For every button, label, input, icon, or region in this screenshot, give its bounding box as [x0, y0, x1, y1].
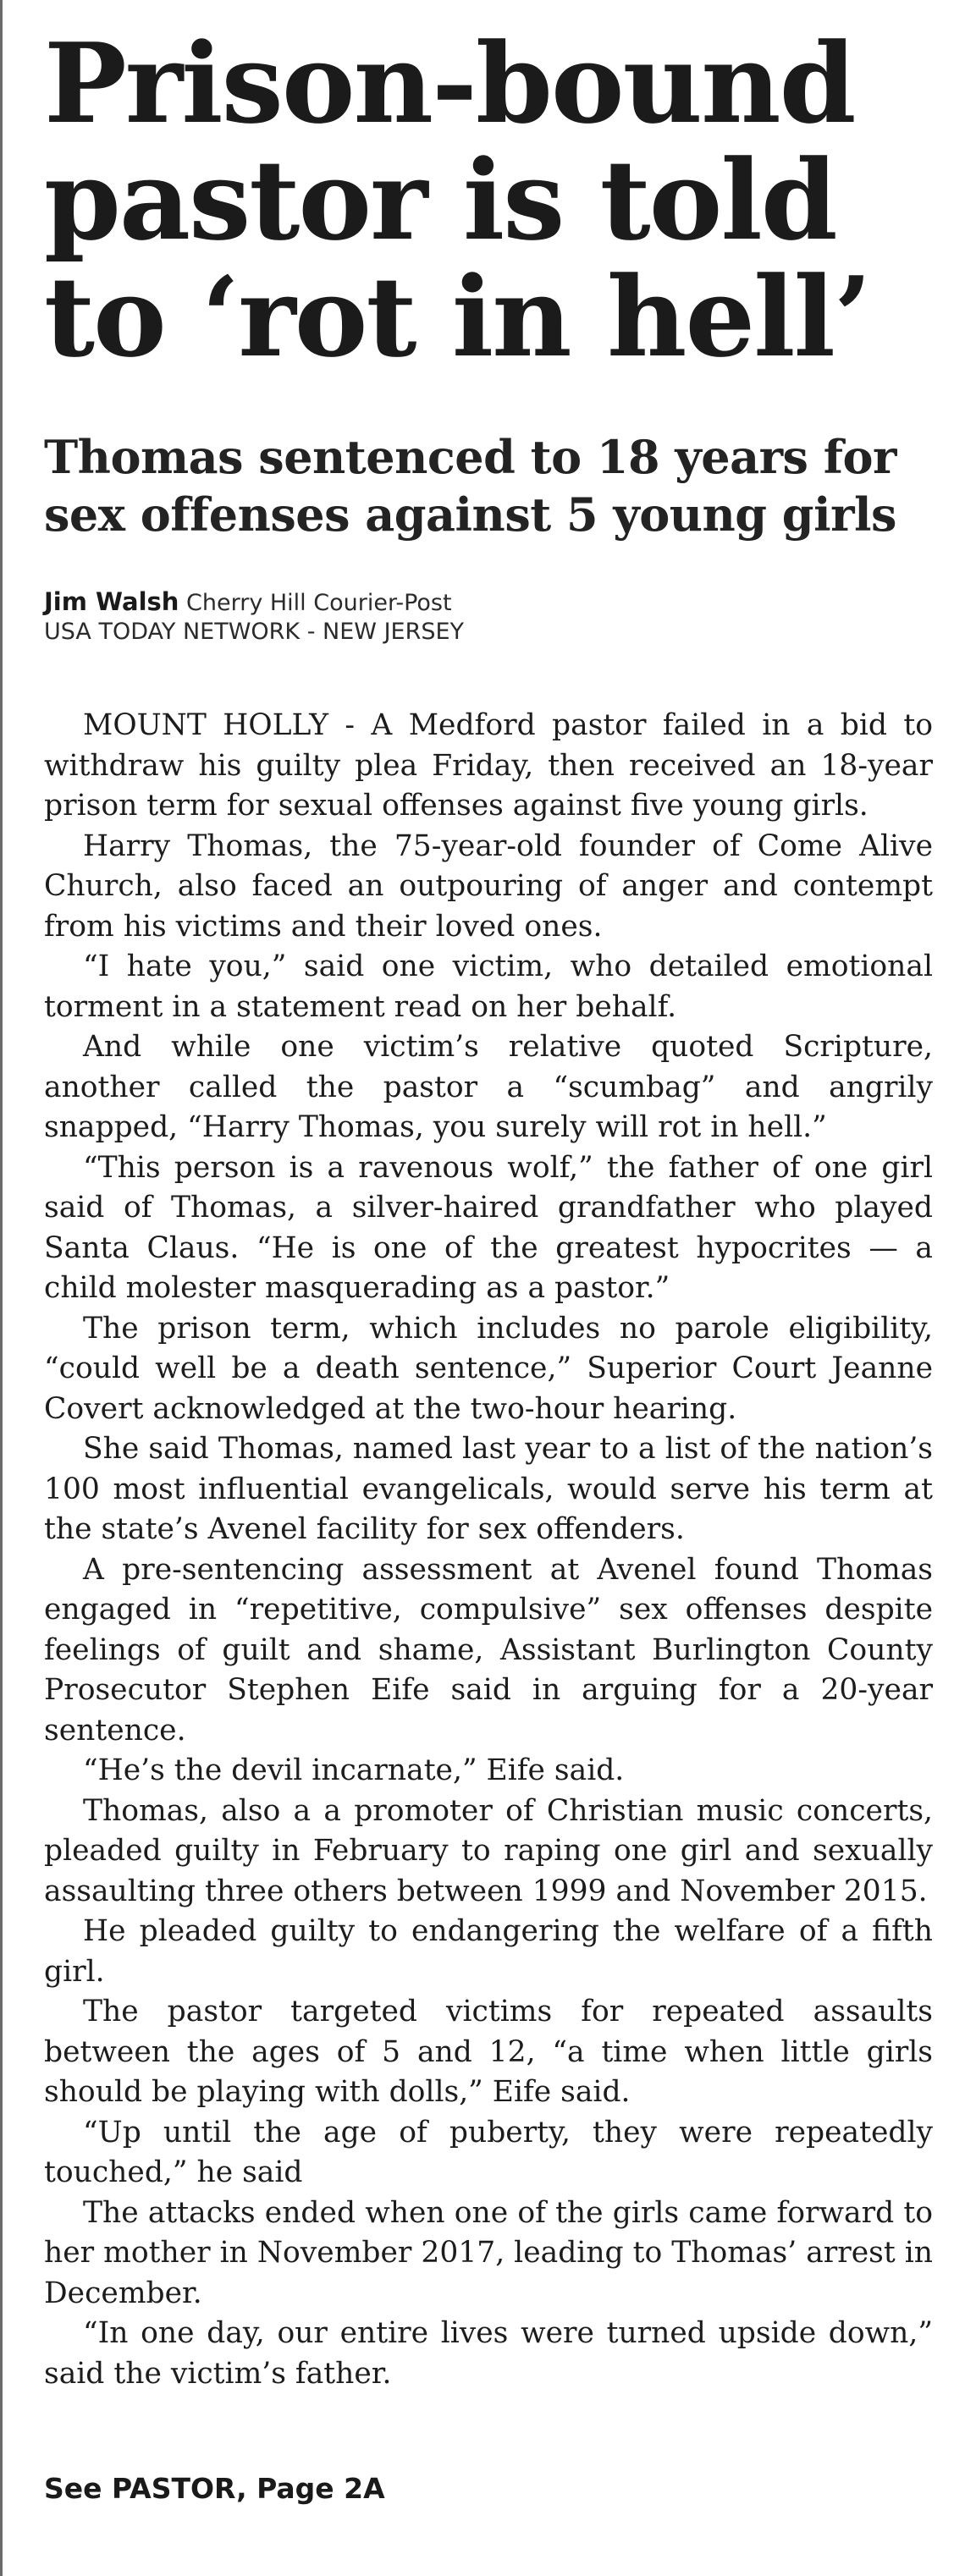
- headline-line: Prison-bound: [44, 19, 855, 148]
- byline-network: USA TODAY NETWORK - NEW JERSEY: [44, 619, 465, 645]
- subheadline-line: sex offenses against 5 young girls: [44, 487, 896, 542]
- body-paragraph: “Up until the age of puberty, they were repeatedly touched,” he said: [44, 2115, 933, 2189]
- author-name: Jim Walsh: [44, 587, 179, 616]
- body-paragraph: Thomas, also a a promoter of Christian music concerts, pleaded guilty in February to raping one girl and sexually assaulting three others between 1999 and November 2015.: [44, 1793, 933, 1908]
- body-paragraph: “In one day, our entire lives were turned upside down,” said the victim’s father.: [44, 2316, 933, 2391]
- body-paragraph: “This person is a ravenous wolf,” the father of one girl said of Thomas, a silver-haired grandfather who played Santa Claus. “He is one of the greatest hypocrites — a child molester masquerading as a pastor.”: [44, 1150, 933, 1305]
- body-paragraph: MOUNT HOLLY - A Medford pastor failed in a bid to withdraw his guilty plea Friday, then received an 18-year prison term for sexual offenses against five young girls.: [44, 708, 933, 823]
- headline: [44, 19, 933, 382]
- column-rule: [0, 0, 3, 2576]
- author-outlet: Cherry Hill Courier-Post: [186, 590, 452, 616]
- body-paragraph: She said Thomas, named last year to a list of the nation’s 100 most influential evangelicals, would serve his term at the state’s Avenel facility for sex offenders.: [44, 1432, 933, 1546]
- body-paragraph: The attacks ended when one of the girls came forward to her mother in November 2017, leading to Thomas’ arrest in December.: [44, 2195, 933, 2310]
- body-paragraph: And while one victim’s relative quoted Scripture, another called the pastor a “scumbag” and angrily snapped, “Harry Thomas, you surely will rot in hell.”: [44, 1030, 933, 1144]
- body-paragraph: He pleaded guilty to endangering the welfare of a fifth girl.: [44, 1914, 933, 1989]
- body-paragraph: “I hate you,” said one victim, who detailed emotional torment in a statement read on her behalf.: [44, 949, 933, 1024]
- subheadline: [44, 428, 933, 543]
- byline-author-line: [44, 587, 933, 618]
- subheadline-line: Thomas sentenced to 18 years for: [44, 430, 896, 484]
- headline-line: pastor is told: [44, 135, 836, 265]
- continued-on-link[interactable]: See PASTOR, Page 2A: [44, 2472, 385, 2505]
- byline: [44, 587, 933, 647]
- body-paragraph: The pastor targeted victims for repeated assaults between the ages of 5 and 12, “a time when little girls should be playing with dolls,” Eife said.: [44, 1995, 933, 2109]
- body-paragraph: A pre-sentencing assessment at Avenel found Thomas engaged in “repetitive, compulsive” sex offenses despite feelings of guilt and shame, Assistant Burlington County Prosecutor Stephen Eife said in arguing for a 20-year sentence.: [44, 1552, 933, 1748]
- headline-line: to ‘rot in hell’: [44, 252, 871, 382]
- body-paragraph: Harry Thomas, the 75-year-old founder of Come Alive Church, also faced an outpouring of anger and contempt from his victims and their loved ones.: [44, 828, 933, 944]
- body-paragraph: “He’s the devil incarnate,” Eife said.: [83, 1753, 625, 1787]
- body-paragraph: The prison term, which includes no parole eligibility, “could well be a death sentence,” Superior Court Jeanne Covert acknowledged at the two-hour hearing.: [44, 1311, 933, 1426]
- article: [44, 19, 933, 2506]
- article-body: [44, 706, 933, 2394]
